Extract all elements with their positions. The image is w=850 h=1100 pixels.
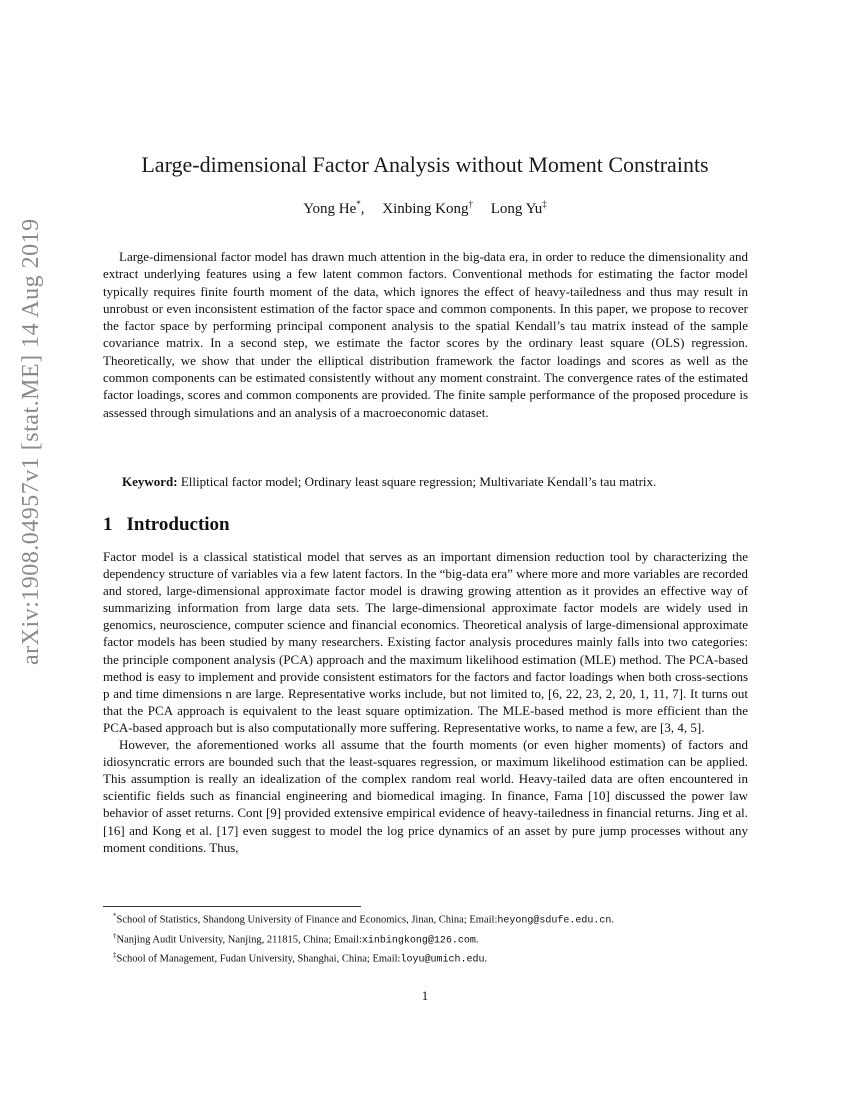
author-2: Xinbing Kong†: [382, 199, 474, 217]
email-link[interactable]: xinbingkong@126.com: [361, 935, 476, 947]
email-link[interactable]: heyong@sdufe.edu.cn: [497, 915, 612, 927]
intro-paragraph: However, the aforementioned works all assume that the fourth moments (or even higher moments) of factors and idiosyncratic errors are bounded such that the least-squares regression, or maximum likelihood estimation can be applied. This assumption is really an idealization of the complex random real world. Heavy-tailed data are often encountered in scientific fields such as financial engineering and biomedical imaging. In finance, Fama [10] discussed the power law behavior of asset returns. Cont [9] provided extensive empirical evidence of heavy-tailedness in financial returns. Jing et al. [16] and Kong et al. [17] even suggest to model the log price dynamics of an asset by pure jump processes without any moment conditions. Thus,: [103, 737, 748, 855]
abstract: Large-dimensional factor model has drawn much attention in the big-data era, in order to reduce the dimensionality and extract underlying features using a few latent common factors. Conventional methods for estimating the factor model typically requires finite fourth moment of the data, which ignores the effect of heavy-tailedness and thus may result in unrobust or even inconsistent estimation of the factor space and common components. In this paper, we propose to recover the factor space by performing principal component analysis to the spatial Kendall’s tau matrix instead of the sample covariance matrix. In a second step, we estimate the factor scores by the ordinary least square (OLS) regression. Theoretically, we show that under the elliptical distribution framework the factor loadings and scores as well as the common components can be estimated consistently without any moment constraint. The convergence rates of the estimated factor loadings, scores and common components are provided. The finite sample performance of the proposed procedure is assessed through simulations and an analysis of a macroeconomic dataset.: [103, 249, 748, 420]
keywords-label: Keyword:: [122, 474, 178, 489]
keywords-text: Elliptical factor model; Ordinary least square regression; Multivariate Kendall’s tau matrix.: [180, 474, 657, 489]
footnote-2: †Nanjing Audit University, Nanjing, 211815, China; Email:xinbingkong@126.com.: [113, 931, 479, 947]
section-number: 1: [103, 514, 113, 535]
introduction-body: [103, 548, 748, 856]
author-1: Yong He*,: [303, 199, 365, 217]
section-title: Introduction: [126, 514, 230, 535]
footnote-1: *School of Statistics, Shandong University of Finance and Economics, Jinan, China; Email:heyong@sdufe.edu.cn.: [113, 912, 615, 927]
section-heading: [103, 514, 230, 536]
footnote-rule: [103, 906, 361, 907]
footnote-3: ‡School of Management, Fudan University, Shanghai, China; Email:loyu@umich.edu.: [113, 951, 488, 966]
email-link[interactable]: loyu@umich.edu: [400, 954, 485, 966]
keywords: [122, 473, 752, 490]
author-list: [0, 199, 850, 218]
page-number: 1: [421, 988, 429, 1003]
author-3: Long Yu‡: [490, 199, 547, 217]
footnotes: [103, 909, 803, 968]
arxiv-identifier: arXiv:1908.04957v1 [stat.ME] 14 Aug 2019: [18, 218, 44, 665]
paper-title: Large-dimensional Factor Analysis without Moment Constraints: [141, 152, 709, 177]
intro-paragraph: Factor model is a classical statistical model that serves as an important dimension reduction tool by characterizing the dependency structure of variables via a few latent factors. In the “big-data era” where more and more variables are recorded and stored, large-dimensional approximate factor model is drawing growing attention as it provides an effective way of summarizing information from large data sets. The large-dimensional approximate factor models are widely used in genomics, neuroscience, computer science and financial economics. Theoretical analysis of large-dimensional approximate factor models has been studied by many researchers. Existing factor analysis procedures mainly falls into two categories: the principle component analysis (PCA) approach and the maximum likelihood estimation (MLE) method. The PCA-based method is easy to implement and provide consistent estimators for the factors and factor loadings when both cross-sections p and time dimensions n are large. Representative works include, but not limited to, [6, 22, 23, 2, 20, 1, 11, 7]. It turns out that the PCA approach is equivalent to the least square optimization. The MLE-based method is more efficient than the PCA-based approach but is also computationally more suffering. Representative works, to name a few, are [3, 4, 5].: [103, 549, 748, 735]
